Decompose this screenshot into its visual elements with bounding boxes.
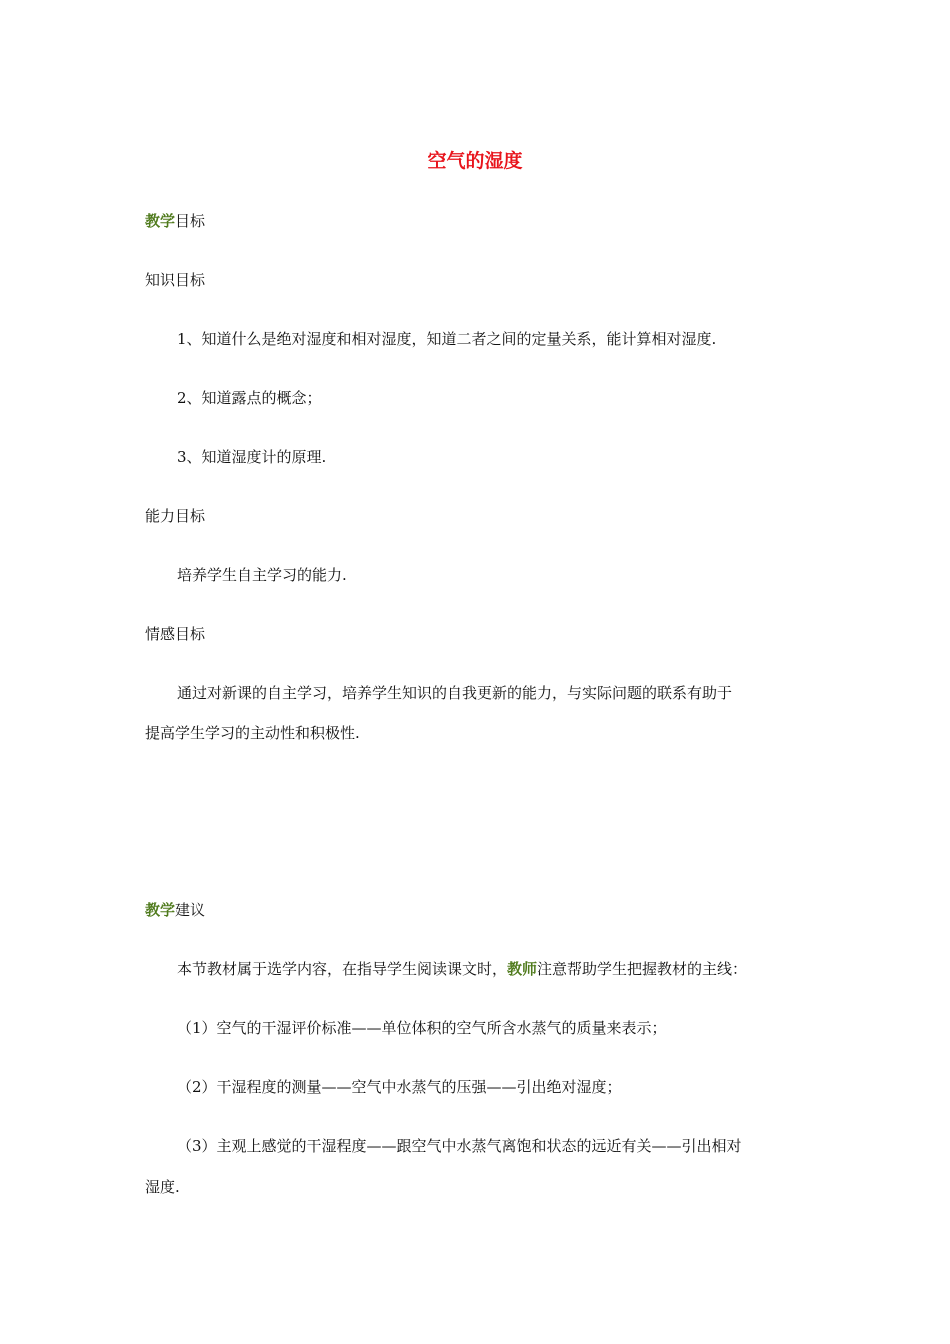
intro-highlight: 教师 [507,960,538,978]
ability-goals-text: 培养学生自主学习的能力. [177,566,347,584]
teaching-goals-heading [145,211,205,231]
advice-item: （1）空气的干湿评价标准——单位体积的空气所含水蒸气的质量来表示； [177,1019,667,1037]
knowledge-goals-heading: 知识目标 [145,271,206,289]
advice-item: （2）干湿程度的测量——空气中水蒸气的压强——引出绝对湿度； [177,1078,622,1096]
intro-part-a: 本节教材属于选学内容，在指导学生阅读课文时， [177,960,508,978]
document-title: 空气的湿度 [427,150,523,172]
heading-rest: 目标 [175,212,206,230]
heading-highlight: 教学 [145,901,176,919]
teaching-advice-heading [145,900,205,920]
emotion-goals-heading: 情感目标 [145,625,206,643]
advice-item: （3）主观上感觉的干湿程度——跟空气中水蒸气离饱和状态的远近有关——引出相对 [177,1137,742,1155]
heading-rest: 建议 [175,901,206,919]
intro-part-b: 注意帮助学生把握教材的主线： [537,960,748,978]
teaching-advice-intro [177,959,747,979]
emotion-goals-text-line1: 通过对新课的自主学习，培养学生知识的自我更新的能力，与实际问题的联系有助于 [177,684,733,702]
ability-goals-heading: 能力目标 [145,507,206,525]
knowledge-item: 2、知道露点的概念； [177,389,322,407]
knowledge-item: 1、知道什么是绝对湿度和相对湿度，知道二者之间的定量关系，能计算相对湿度. [177,330,717,348]
heading-highlight: 教学 [145,212,176,230]
knowledge-item: 3、知道湿度计的原理. [177,448,327,466]
emotion-goals-text-line2: 提高学生学习的主动性和积极性. [145,724,360,742]
advice-item-continuation: 湿度. [145,1178,180,1196]
